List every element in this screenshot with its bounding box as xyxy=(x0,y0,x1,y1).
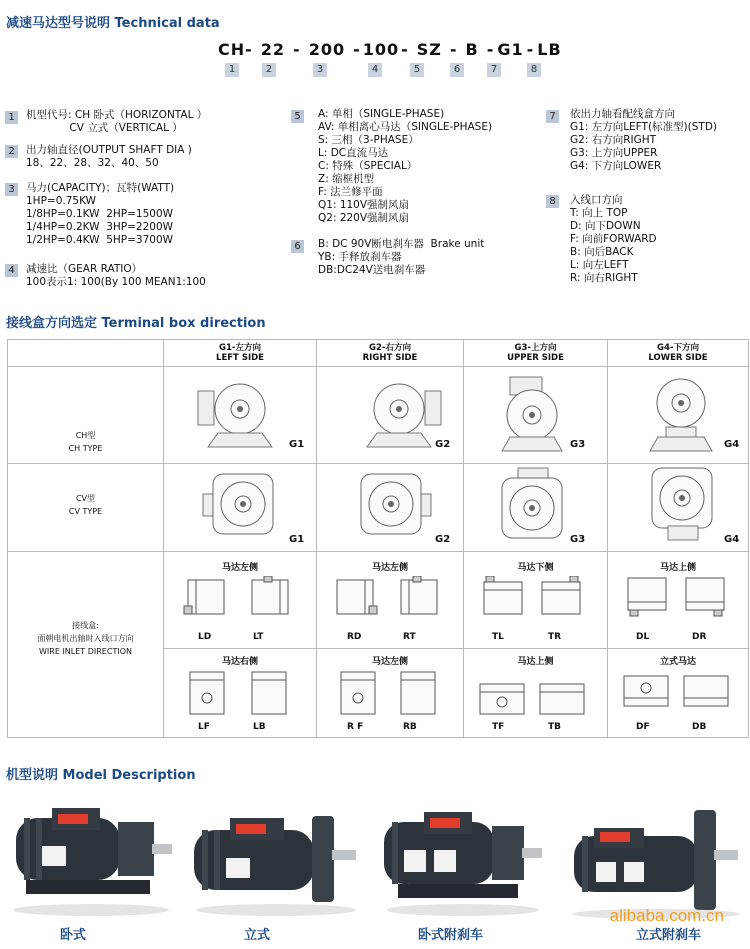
col-header-g3 xyxy=(464,340,608,367)
code-dash: - xyxy=(401,40,409,59)
spec-line: 依出力轴看配线盒方向 xyxy=(570,108,675,120)
g-label: G1 xyxy=(289,534,305,545)
spec-group-shaft xyxy=(26,144,192,170)
cell-ch-g3 xyxy=(464,367,608,464)
g-label: G3 xyxy=(570,534,586,545)
row-header-en: CV TYPE xyxy=(68,507,103,516)
spec-line: DB:DC24V送电刹车器 xyxy=(318,264,426,276)
spec-line: 18、22、28、32、40、50 xyxy=(26,157,159,169)
spec-group-motor-type xyxy=(318,108,492,225)
col-header-g4 xyxy=(608,340,749,367)
code-part: 200 xyxy=(308,40,346,59)
wire-drawing-rf-rb xyxy=(331,670,451,718)
code-number: 8 xyxy=(527,63,541,77)
col-header-en: LOWER SIDE xyxy=(648,353,708,363)
wire-title: 马达上侧 xyxy=(659,563,696,573)
spec-badge: 3 xyxy=(5,183,18,196)
wire-cap: TF xyxy=(492,722,505,732)
spec-line: 100表示1: 100(By 100 MEAN1:100 xyxy=(26,276,206,288)
cell-wire-g1 xyxy=(164,552,317,738)
code-part: SZ xyxy=(416,40,442,59)
col-header-cn: G2-右方向 xyxy=(369,343,411,353)
code-part: G1 xyxy=(497,40,524,59)
wire-divider xyxy=(464,648,607,649)
spec-line: A: 单相（SINGLE-PHASE) xyxy=(318,108,445,120)
spec-line: B: 向后BACK xyxy=(570,246,634,258)
spec-line: 1/8HP=0.1KW 2HP=1500W xyxy=(26,208,173,220)
spec-badge: 2 xyxy=(5,145,18,158)
photo-caption: 立式 xyxy=(244,928,271,943)
spec-line: Q2: 220V强制风扇 xyxy=(318,212,410,224)
table-corner xyxy=(8,340,164,367)
spec-line: YB: 手释放刹车器 xyxy=(318,251,402,263)
code-dash: - xyxy=(293,40,301,59)
wire-drawing-lf-lb xyxy=(182,670,302,718)
spec-badge: 7 xyxy=(546,110,559,123)
spec-badge: 6 xyxy=(291,240,304,253)
photo-caption: 卧式 xyxy=(60,928,87,943)
wire-divider xyxy=(317,648,463,649)
photo-caption: 卧式附刹车 xyxy=(418,928,484,943)
cell-ch-g1 xyxy=(164,367,317,464)
code-number: 1 xyxy=(225,63,239,77)
wire-title: 马达左侧 xyxy=(371,657,408,667)
wire-cap: RD xyxy=(347,632,362,642)
wire-title: 马达上侧 xyxy=(517,657,554,667)
photo-caption: 立式附刹车 xyxy=(636,928,702,943)
spec-line: G2: 右方向RIGHT xyxy=(570,134,657,146)
code-dash: - xyxy=(245,40,253,59)
section-title-technical-data: 减速马达型号说明 Technical data xyxy=(6,16,220,31)
code-dash: - xyxy=(486,40,495,59)
section-title-terminal-box: 接线盒方向选定 Terminal box direction xyxy=(6,316,266,331)
cell-wire-g3 xyxy=(464,552,608,738)
model-code xyxy=(218,40,565,59)
wire-cap: TB xyxy=(548,722,561,732)
ch-g4-motor-drawing xyxy=(646,375,716,455)
cv-g3-motor-drawing xyxy=(498,466,568,546)
spec-line: 出力轴直径(OUTPUT SHAFT DIA ) xyxy=(26,144,192,156)
spec-badge: 4 xyxy=(5,264,18,277)
photo-horizontal-motor xyxy=(6,802,176,920)
wire-title: 立式马达 xyxy=(659,657,696,667)
cell-cv-g3 xyxy=(464,464,608,552)
spec-line: C: 特殊（SPECIAL） xyxy=(318,160,418,172)
cell-wire-g2 xyxy=(317,552,464,738)
wire-drawing-dl-dr xyxy=(622,576,742,622)
wire-cap: RT xyxy=(403,632,416,642)
wire-cap: LT xyxy=(253,632,264,642)
spec-line: Z: 缩框机型 xyxy=(318,173,375,185)
g-label: G4 xyxy=(724,534,740,545)
code-part: 22 xyxy=(260,40,286,59)
wire-drawing-rd-rt xyxy=(331,576,451,622)
code-number: 5 xyxy=(410,63,424,77)
spec-line: G4: 下方向LOWER xyxy=(570,160,662,172)
spec-line: R: 向右RIGHT xyxy=(570,272,638,284)
spec-group-ratio xyxy=(26,263,206,289)
row-header-cn: CH型 xyxy=(75,431,96,440)
terminal-box-table xyxy=(7,339,749,738)
row-header-cv xyxy=(8,464,164,552)
col-header-g1 xyxy=(164,340,317,367)
row-header-ch xyxy=(8,367,164,464)
watermark-text: alibaba.com.cn xyxy=(609,906,724,925)
code-dash: - xyxy=(526,40,535,59)
cv-g4-motor-drawing xyxy=(648,466,718,546)
spec-line: 1HP=0.75KW xyxy=(26,195,96,207)
spec-line: D: 向下DOWN xyxy=(570,220,641,232)
spec-line: CV 立式（VERTICAL ） xyxy=(26,122,183,134)
spec-group-brake xyxy=(318,238,484,277)
wire-cap: R F xyxy=(347,722,364,732)
row-header-wire-inlet xyxy=(8,552,164,738)
wire-cap: DB xyxy=(692,722,707,732)
spec-line: F: 向前FORWARD xyxy=(570,233,657,245)
col-header-cn: G4-下方向 xyxy=(657,343,699,353)
spec-line: B: DC 90V断电刹车器 Brake unit xyxy=(318,238,485,250)
spec-line: 马力(CAPACITY)；瓦特(WATT) xyxy=(26,182,175,194)
ch-g1-motor-drawing xyxy=(192,379,282,454)
spec-line: 1/4HP=0.2KW 3HP=2200W xyxy=(26,221,173,233)
spec-badge: 8 xyxy=(546,195,559,208)
wire-cap: TR xyxy=(548,632,562,642)
cv-g1-motor-drawing xyxy=(199,470,279,545)
section-title-model-description: 机型说明 Model Description xyxy=(6,768,196,783)
ch-g2-motor-drawing xyxy=(357,379,447,454)
photo-vertical-brake-motor xyxy=(566,806,746,920)
cell-wire-g4 xyxy=(608,552,749,738)
spec-line: F: 法兰修平面 xyxy=(318,186,383,198)
spec-line: S: 三相（3-PHASE） xyxy=(318,134,419,146)
wire-drawing-tf-tb xyxy=(478,670,598,718)
spec-line: AV: 单相离心马达（SINGLE-PHASE) xyxy=(318,121,493,133)
col-header-cn: G1-左方向 xyxy=(219,343,261,353)
g-label: G2 xyxy=(435,534,451,545)
wire-title: 马达左侧 xyxy=(221,563,258,573)
code-number: 7 xyxy=(487,63,501,77)
row-header-cn: CV型 xyxy=(75,494,96,503)
wire-divider xyxy=(164,648,316,649)
code-part: CH xyxy=(218,40,246,59)
row-header-line: 面朝电机出轴时入线口方向 xyxy=(37,634,134,643)
code-part: B xyxy=(465,40,479,59)
cell-cv-g4 xyxy=(608,464,749,552)
wire-divider xyxy=(608,648,748,649)
row-header-line: 接线盒: xyxy=(72,621,99,630)
g-label: G4 xyxy=(724,439,740,450)
code-part: LB xyxy=(537,40,562,59)
col-header-en: RIGHT SIDE xyxy=(362,353,418,363)
spec-line: 减速比（GEAR RATIO） xyxy=(26,263,143,275)
cell-ch-g4 xyxy=(608,367,749,464)
wire-title: 马达左侧 xyxy=(371,563,408,573)
code-number: 2 xyxy=(262,63,276,77)
wire-cap: DL xyxy=(636,632,650,642)
spec-line: 入线口方向 xyxy=(570,194,623,206)
wire-title: 马达右侧 xyxy=(221,657,258,667)
code-dash: - xyxy=(449,40,458,59)
wire-title: 马达下侧 xyxy=(517,563,554,573)
wire-drawing-tl-tr xyxy=(478,576,598,622)
spec-line: 1/2HP=0.4KW 5HP=3700W xyxy=(26,234,173,246)
col-header-cn: G3-上方向 xyxy=(514,343,557,353)
row-header-line: WIRE INLET DIRECTION xyxy=(39,647,132,656)
spec-line: 机型代号: CH 卧式（HORIZONTAL ） xyxy=(26,109,208,121)
row-header-en: CH TYPE xyxy=(68,444,103,453)
spec-group-box-direction xyxy=(570,108,717,173)
ch-g3-motor-drawing xyxy=(492,375,572,455)
wire-drawing-ld-lt xyxy=(182,576,302,622)
col-header-en: UPPER SIDE xyxy=(507,353,564,363)
wire-cap: DR xyxy=(692,632,707,642)
cell-cv-g2 xyxy=(317,464,464,552)
code-part: 100 xyxy=(362,40,400,59)
spec-group-inlet-direction xyxy=(570,194,657,285)
code-number: 3 xyxy=(313,63,327,77)
wire-drawing-df-db xyxy=(622,670,742,718)
photo-vertical-motor xyxy=(186,812,366,920)
wire-cap: RB xyxy=(403,722,417,732)
spec-line: T: 向上 TOP xyxy=(570,207,628,219)
wire-cap: DF xyxy=(636,722,650,732)
spec-line: Q1: 110V强制风扇 xyxy=(318,199,410,211)
spec-badge: 5 xyxy=(291,110,304,123)
cell-cv-g1 xyxy=(164,464,317,552)
spec-line: L: 向左LEFT xyxy=(570,259,629,271)
g-label: G1 xyxy=(289,439,305,450)
spec-badge: 1 xyxy=(5,111,18,124)
spec-line: L: DC直流马达 xyxy=(318,147,389,159)
wire-cap: LB xyxy=(253,722,266,732)
cell-ch-g2 xyxy=(317,367,464,464)
wire-cap: TL xyxy=(492,632,504,642)
spec-group-model xyxy=(26,109,207,135)
code-dash: - xyxy=(353,40,361,59)
code-number: 4 xyxy=(368,63,382,77)
cv-g2-motor-drawing xyxy=(355,470,435,545)
g-label: G2 xyxy=(435,439,451,450)
col-header-en: LEFT SIDE xyxy=(216,353,264,363)
g-label: G3 xyxy=(570,439,586,450)
photo-horizontal-brake-motor xyxy=(378,806,546,920)
spec-line: G3: 上方向UPPER xyxy=(570,147,658,159)
col-header-g2 xyxy=(317,340,464,367)
code-number: 6 xyxy=(450,63,464,77)
wire-cap: LD xyxy=(198,632,212,642)
wire-cap: LF xyxy=(198,722,210,732)
spec-line: G1: 左方向LEFT(标准型)(STD) xyxy=(570,121,717,133)
spec-group-capacity xyxy=(26,182,174,247)
